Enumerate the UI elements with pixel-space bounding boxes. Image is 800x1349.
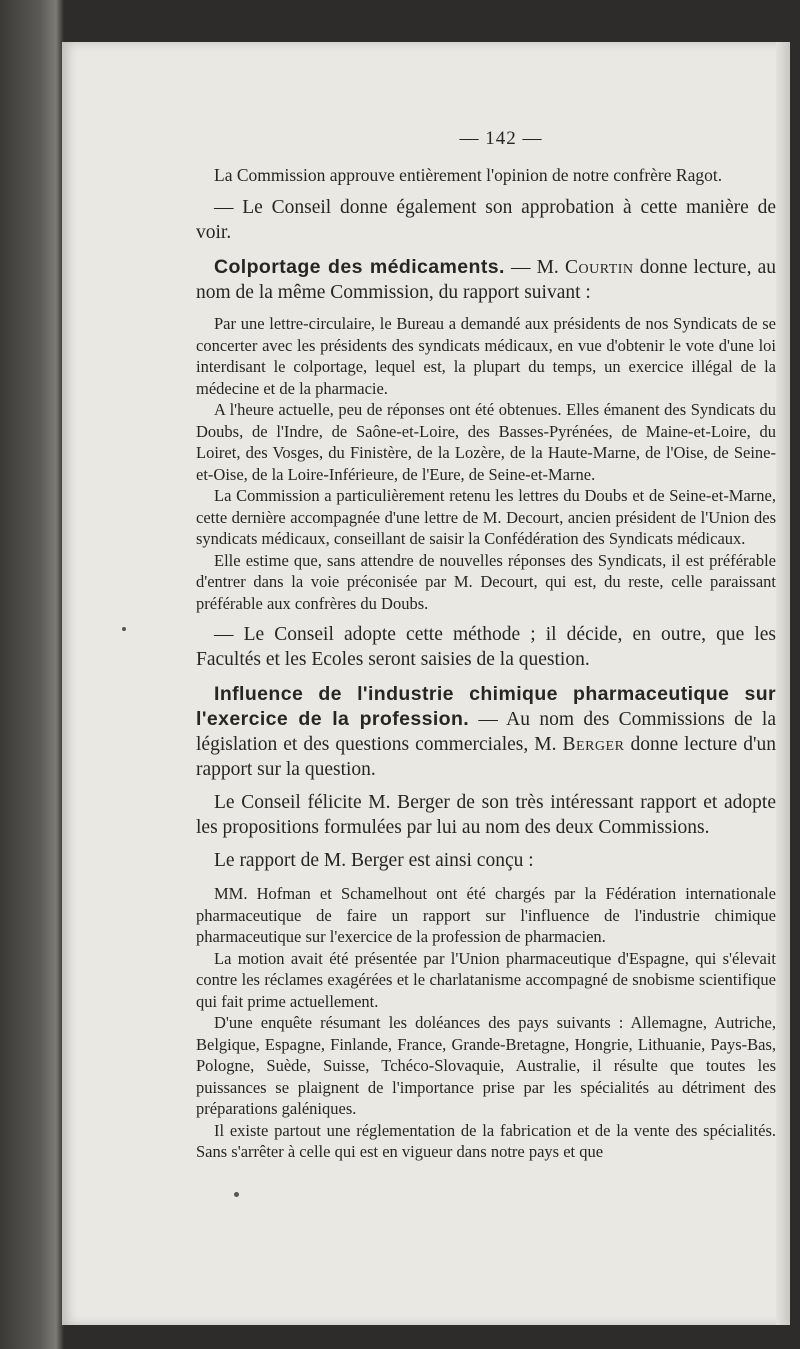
report-paragraph: Il existe partout une réglementation de la fabrication et de la vente des spécialités. Sans s'arrêter à celle qui est en vigueur dans notre pays et que (196, 1120, 776, 1161)
paragraph: Le rapport de M. Berger est ainsi conçu : (214, 850, 534, 871)
person-name: Berger (562, 734, 625, 755)
paragraph: — Le Conseil adopte cette méthode ; il décide, en outre, que les Facultés et les Ecoles seront saisies de la question. (196, 624, 776, 670)
person-name: Courtin (564, 257, 634, 278)
report-paragraph: MM. Hofman et Schamelhout ont été chargés par la Fédération internationale pharmaceutique de faire un rapport sur l'influence de l'industrie chimique pharmaceutique sur l'exercice de la profession de pharmacien. (196, 884, 776, 946)
report-paragraph: D'une enquête résumant les doléances des pays suivants : Allemagne, Autriche, Belgique, Espagne, Finlande, France, Grande-Bretagne, Hongrie, Lithuanie, Pays-Bas, Pologne, Suède, Suisse, Tchéco-Slovaquie, Australie, il résulte que toutes les puissances se plaignent de l'importance prise par les spécialités au détriment des préparations galéniques. (196, 1013, 776, 1118)
page-content (196, 128, 776, 1163)
page-edge (776, 42, 790, 1325)
paragraph: Le Conseil félicite M. Berger de son très intéressant rapport et adopte les propositions formulées par lui au nom des deux Commissions. (196, 792, 776, 838)
section-paragraph-influence: Influence de l'industrie chimique pharmaceutique sur l'exercice de la profession. — Au nom des Commissions de la législation et des questions commerciales, M. Berger donne lecture d'un rapport sur la question. (196, 683, 776, 780)
report-paragraph: A l'heure actuelle, peu de réponses ont été obtenues. Elles émanent des Syndicats du Doubs, de l'Indre, de Saône-et-Loire, des Basses-Pyrénées, de Maine-et-Loire, du Loiret, des Vosges, du Finistère, de la Lozère, de la Haute-Marne, de l'Oise, de Seine-et-Oise, de la Loire-Inférieure, de l'Eure, de Seine-et-Marne. (196, 400, 776, 484)
report-paragraph: Par une lettre-circulaire, le Bureau a demandé aux présidents de nos Syndicats de se concerter avec les présidents des syndicats médicaux, en vue d'obtenir le vote d'une loi interdisant le colportage, lequel est, la plupart du temps, un exercice illégal de la médecine et de la pharmacie. (196, 314, 776, 398)
ink-speck (122, 627, 126, 631)
paragraph: — Le Conseil donne également son approbation à cette manière de voir. (196, 197, 776, 243)
ink-speck (234, 1192, 239, 1197)
section-paragraph-colportage: Colportage des médicaments. — M. Courtin donne lecture, au nom de la même Commission, du rapport suivant : (196, 256, 777, 303)
page-number: — 142 — (459, 128, 543, 149)
report-paragraph: La motion avait été présentée par l'Union pharmaceutique d'Espagne, qui s'élevait contre les réclames exagérées et le charlatanisme accompagné de snobisme scientifique qui fait prime actuellement. (196, 948, 776, 1011)
section-heading: Colportage des médicaments. (214, 256, 505, 278)
paragraph: La Commission approuve entièrement l'opinion de notre confrère Ragot. (214, 165, 723, 185)
section-heading: Influence de l'industrie chimique pharmaceutique sur l'exercice de la profession. (196, 683, 776, 730)
report-paragraph: La Commission a particulièrement retenu les lettres du Doubs et de Seine-et-Marne, cette dernière accompagnée d'une lettre de M. Decourt, ancien président de l'Union des syndicats médicaux, conseillant de saisir la Confédération des Syndicats médicaux. (196, 486, 776, 548)
report-paragraph: Elle estime que, sans attendre de nouvelles réponses des Syndicats, il est préférable d'entrer dans la voie préconisée par M. Decourt, qui est, du reste, celle paraissant préférable aux confrères du Doubs. (196, 550, 776, 613)
